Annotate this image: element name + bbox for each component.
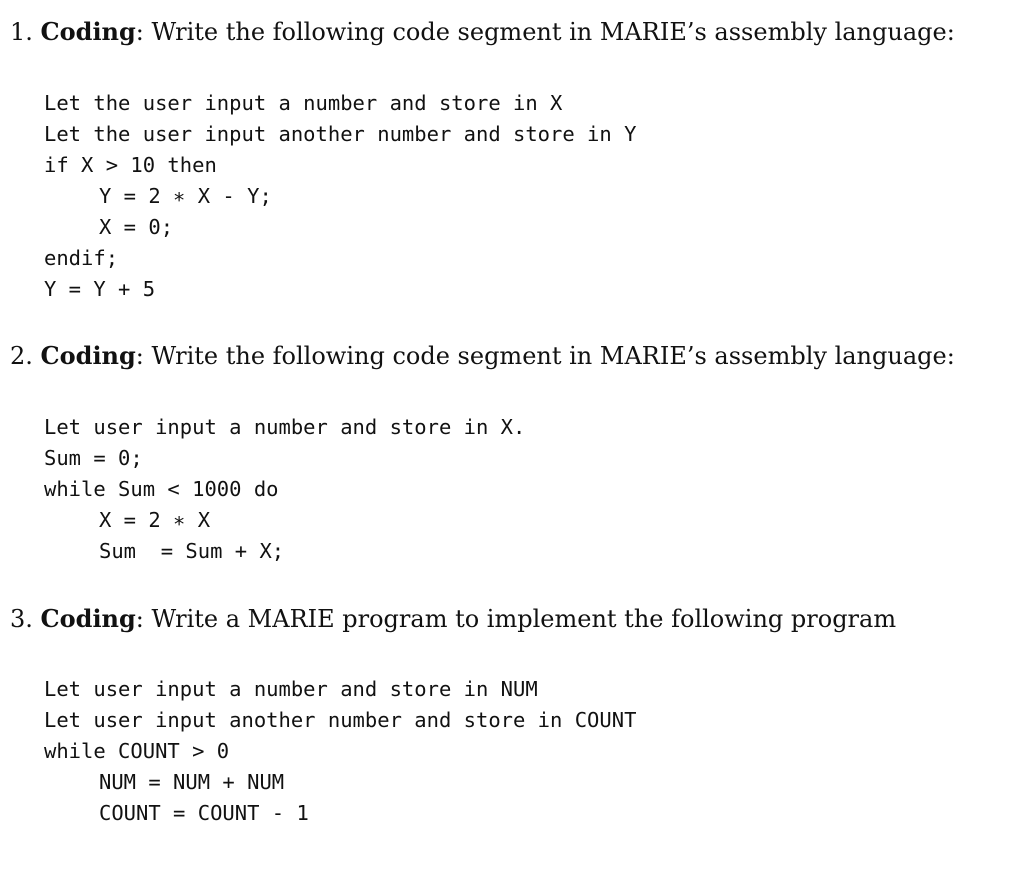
question-2-heading <box>10 340 955 372</box>
code-line: Let user input a number and store in X. <box>44 415 526 439</box>
question-1-heading <box>10 16 955 48</box>
code-line: Y = Y + 5 <box>44 277 156 301</box>
question-number: 2. <box>10 342 33 370</box>
code-line: COUNT = COUNT - 1 <box>99 801 309 825</box>
question-3-heading <box>10 603 896 635</box>
question-title: Coding <box>40 341 136 370</box>
code-line: Sum = 0; <box>44 446 143 470</box>
code-line: while Sum < 1000 do <box>44 477 279 501</box>
code-line: X = 0; <box>99 215 174 239</box>
question-prompt: : Write a MARIE program to implement the following program <box>135 605 897 633</box>
question-number: 1. <box>10 18 33 46</box>
code-line: Sum = Sum + X; <box>99 539 285 563</box>
question-title: Coding <box>40 17 136 46</box>
code-line: while COUNT > 0 <box>44 739 230 763</box>
code-line: NUM = NUM + NUM <box>99 770 285 794</box>
question-prompt: : Write the following code segment in MARIE’s assembly language: <box>135 342 955 370</box>
code-line: X = 2 ∗ X <box>99 508 211 532</box>
question-title: Coding <box>40 604 136 633</box>
code-line: Let user input a number and store in NUM <box>44 677 538 701</box>
code-line: Let the user input a number and store in X <box>44 91 563 115</box>
code-line: Let the user input another number and store in Y <box>44 122 637 146</box>
code-line: endif; <box>44 246 119 270</box>
question-prompt: : Write the following code segment in MARIE’s assembly language: <box>135 18 955 46</box>
question-number: 3. <box>10 605 33 633</box>
code-line: Let user input another number and store in COUNT <box>44 708 637 732</box>
code-line: Y = 2 ∗ X - Y; <box>99 184 272 208</box>
code-line: if X > 10 then <box>44 153 217 177</box>
